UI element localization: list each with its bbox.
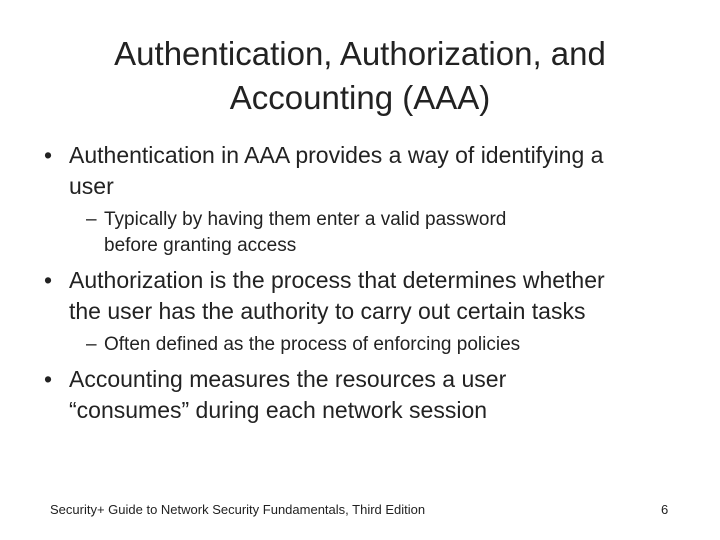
page-number: 6	[661, 502, 669, 517]
bullet-text-line: user	[69, 173, 114, 199]
bullet-accounting	[44, 364, 694, 426]
bullet-authentication	[44, 140, 694, 202]
footer-source: Security+ Guide to Network Security Fundamentals, Third Edition	[50, 502, 426, 517]
bullet-text-line: Accounting measures the resources a user	[69, 366, 507, 392]
sub-bullet-password	[44, 207, 694, 259]
bullet-authorization	[44, 265, 694, 327]
bullet-list	[44, 140, 694, 426]
sub-bullet-marker: –	[86, 209, 97, 230]
sub-bullet-policies	[44, 332, 694, 358]
slide-title-line-2: Accounting (AAA)	[229, 79, 491, 116]
sub-bullet-text-line: Often defined as the process of enforcing policies	[104, 334, 521, 355]
bullet-text-line: Authorization is the process that determines whether	[69, 267, 605, 293]
bullet-text-line: Authentication in AAA provides a way of identifying a	[69, 142, 604, 168]
bullet-text-line: the user has the authority to carry out certain tasks	[69, 298, 586, 324]
slide-title	[40, 32, 680, 120]
sub-bullet-marker: –	[86, 334, 97, 355]
slide-title-line-1: Authentication, Authorization, and	[114, 35, 606, 72]
bullet-text-line: “consumes” during each network session	[69, 397, 488, 423]
sub-bullet-text-line: before granting access	[104, 235, 297, 256]
bullet-marker: •	[44, 366, 53, 392]
sub-bullet-text-line: Typically by having them enter a valid password	[104, 209, 507, 230]
bullet-marker: •	[44, 142, 53, 168]
bullet-marker: •	[44, 267, 53, 293]
